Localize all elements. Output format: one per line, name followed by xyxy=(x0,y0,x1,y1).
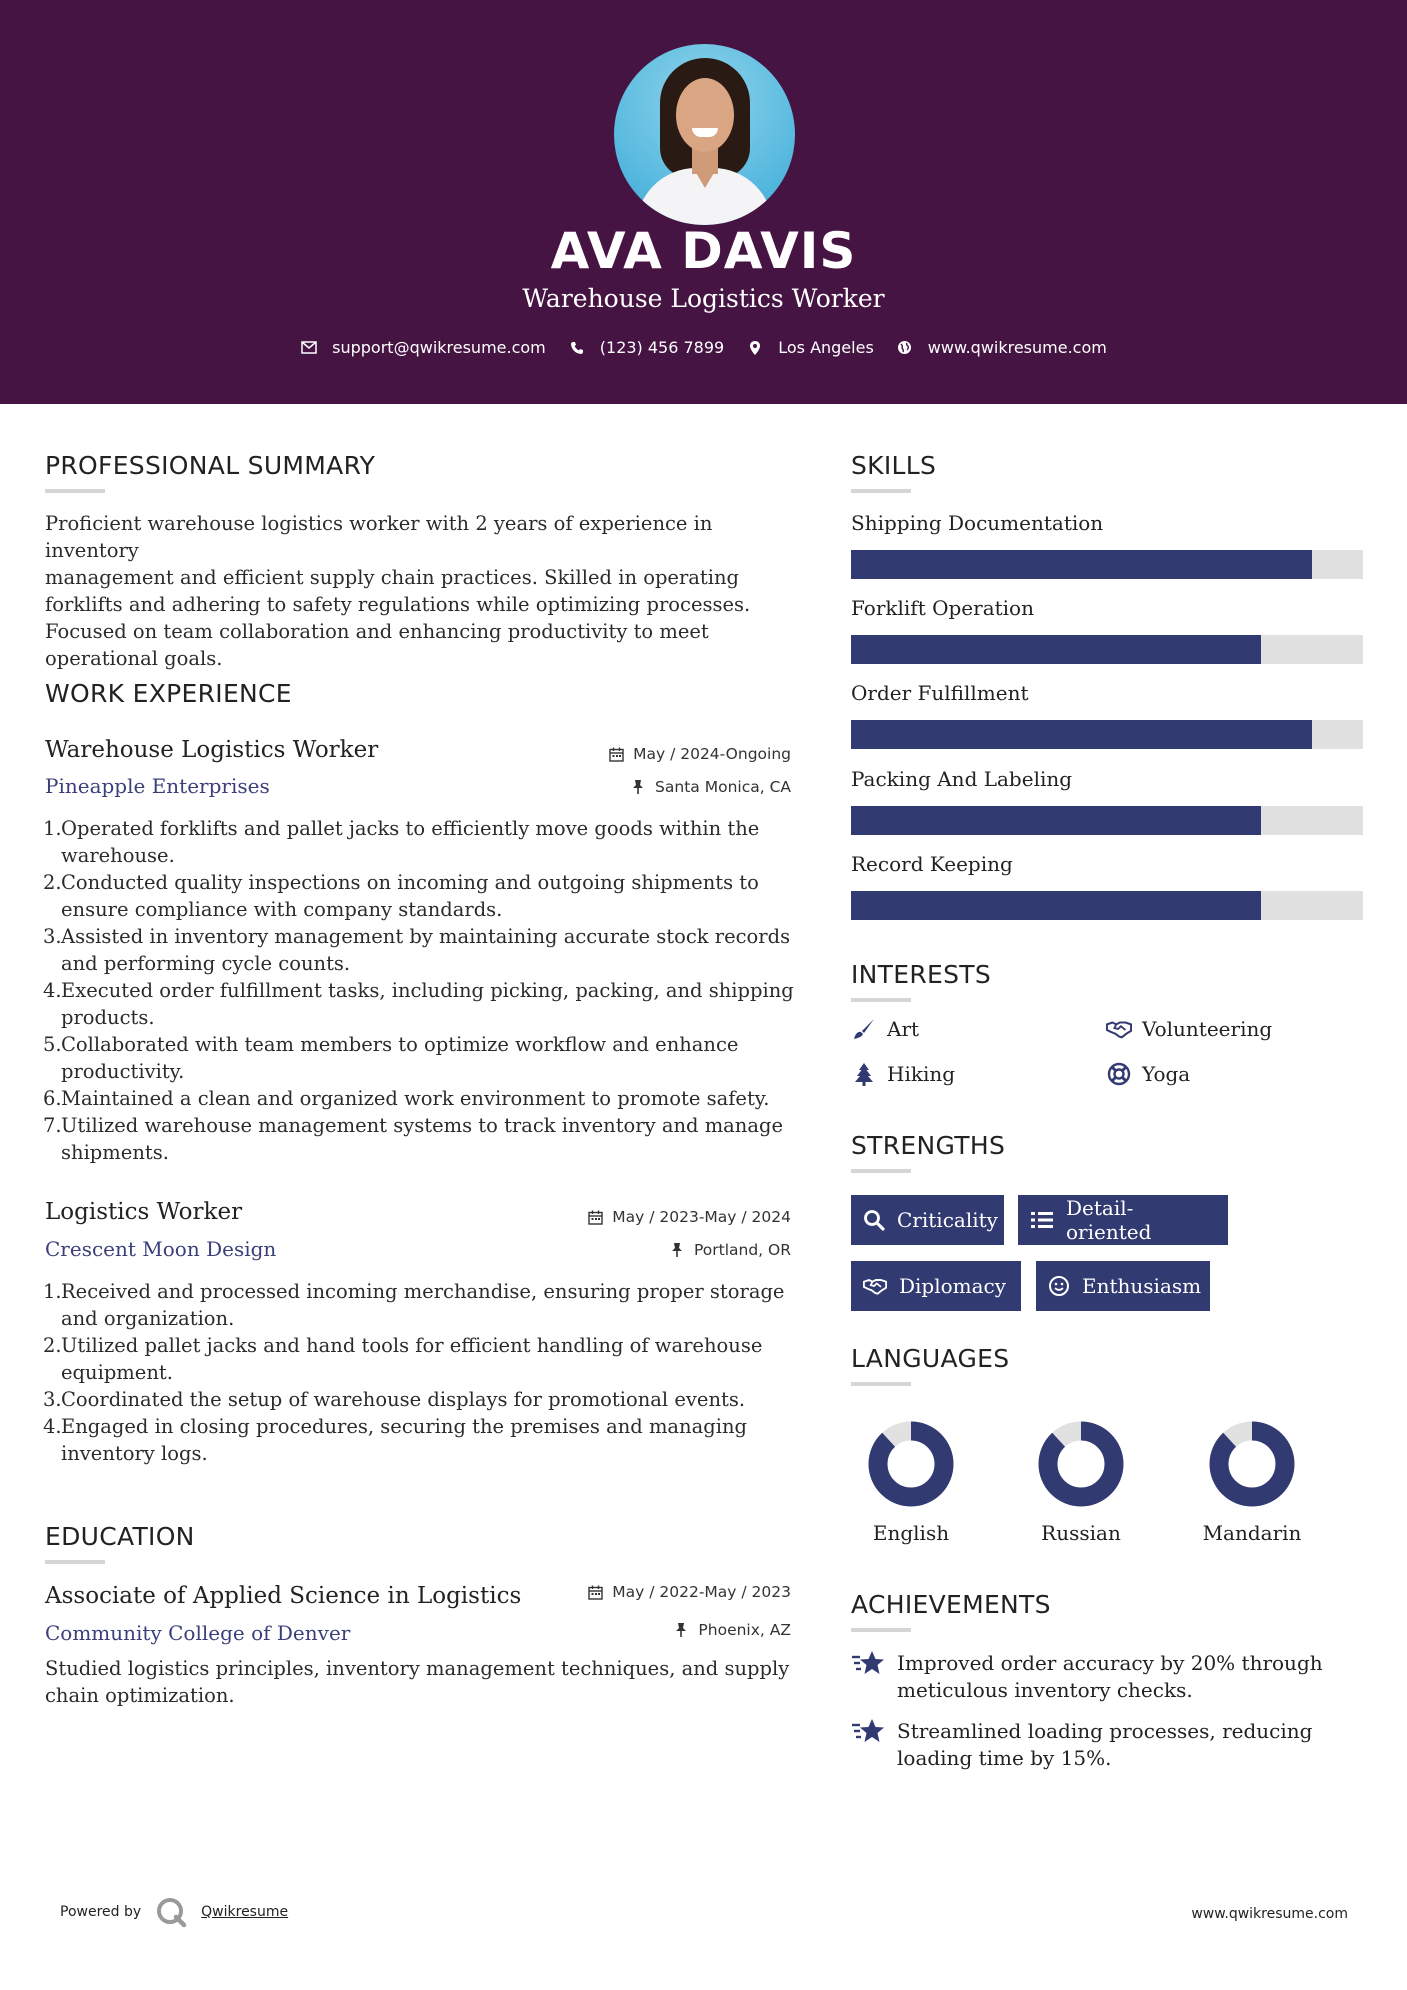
section-divider xyxy=(851,1628,911,1632)
summary-heading: PROFESSIONAL SUMMARY xyxy=(45,451,376,480)
language-donut xyxy=(1207,1419,1297,1509)
skill-bar-fill xyxy=(851,891,1261,920)
interest-item: Volunteering xyxy=(1106,1016,1272,1042)
skill-name: Shipping Documentation xyxy=(851,511,1104,535)
section-divider xyxy=(851,1169,911,1173)
achievements-heading: ACHIEVEMENTS xyxy=(851,1590,1051,1619)
skill-bar-fill xyxy=(851,635,1261,664)
contact-bar xyxy=(0,338,1407,357)
interest-item: Yoga xyxy=(1106,1061,1190,1087)
section-divider xyxy=(45,489,105,493)
calendar-icon xyxy=(587,1209,603,1225)
languages-heading: LANGUAGES xyxy=(851,1344,1010,1373)
lifering-icon xyxy=(1106,1061,1132,1087)
job-location: Santa Monica, CA xyxy=(500,778,791,796)
pushpin-icon xyxy=(630,779,646,795)
degree-title: Associate of Applied Science in Logistics xyxy=(45,1583,522,1609)
list-item: 4. Executed order fulfillment tasks, including picking, packing, and shipping products. xyxy=(43,979,794,1029)
brand-link[interactable]: Qwikresume xyxy=(201,1904,289,1920)
list-item: 5. Collaborated with team members to optimize workflow and enhance productivity. xyxy=(43,1033,739,1083)
strengths-heading: STRENGTHS xyxy=(851,1131,1006,1160)
resume-header xyxy=(0,0,1407,404)
school-name: Community College of Denver xyxy=(45,1621,351,1645)
company-name: Pineapple Enterprises xyxy=(45,774,270,798)
education-heading: EDUCATION xyxy=(45,1522,195,1551)
job-location: Portland, OR xyxy=(500,1241,791,1259)
contact-location: Los Angeles xyxy=(746,338,874,357)
company-name: Crescent Moon Design xyxy=(45,1237,277,1261)
skill-bar-fill xyxy=(851,720,1312,749)
strength-chip: Criticality xyxy=(851,1195,1004,1245)
calendar-icon xyxy=(608,746,624,762)
list-item: 2. Conducted quality inspections on incoming and outgoing shipments to ensure compliance with company standards. xyxy=(43,871,759,921)
language-item xyxy=(1026,1419,1136,1545)
tree-icon xyxy=(851,1061,877,1087)
job-responsibilities xyxy=(43,1278,803,1467)
list-item: 4. Engaged in closing procedures, securing the premises and managing inventory logs. xyxy=(43,1415,748,1465)
skill-name: Record Keeping xyxy=(851,852,1013,876)
interest-item: Hiking xyxy=(851,1061,955,1087)
job-date: May / 2023-May / 2024 xyxy=(500,1208,791,1226)
list-item: 7. Utilized warehouse management systems to track inventory and manage shipments. xyxy=(43,1114,784,1164)
language-donut xyxy=(866,1419,956,1509)
language-name: Russian xyxy=(1041,1521,1121,1545)
education-description: Studied logistics principles, inventory management techniques, and supply chain optimization. xyxy=(45,1657,790,1707)
list-item: 6. Maintained a clean and organized work environment to promote safety. xyxy=(43,1087,770,1110)
star-award-icon xyxy=(851,1716,885,1746)
skill-bar xyxy=(851,806,1363,835)
job-responsibilities xyxy=(43,815,803,1166)
skill-bar xyxy=(851,550,1363,579)
envelope-icon xyxy=(300,339,318,357)
skill-bar-fill xyxy=(851,550,1312,579)
phone-icon xyxy=(568,339,586,357)
footer-branding xyxy=(60,1896,288,1928)
language-name: English xyxy=(872,1521,950,1545)
skill-name: Packing And Labeling xyxy=(851,767,1073,791)
section-divider xyxy=(45,1560,105,1564)
skill-bar xyxy=(851,891,1363,920)
language-item xyxy=(856,1419,966,1545)
skill-name: Forklift Operation xyxy=(851,596,1034,620)
contact-email[interactable]: support@qwikresume.com xyxy=(300,338,546,357)
strength-chip: Enthusiasm xyxy=(1036,1261,1210,1311)
section-divider xyxy=(851,489,911,493)
search-icon xyxy=(863,1208,885,1232)
education-date: May / 2022-May / 2023 xyxy=(500,1583,791,1601)
job-title: Warehouse Logistics Worker xyxy=(45,737,379,763)
summary-text: Proficient warehouse logistics worker with 2 years of experience in inventory management and efficient supply chain practices. Skilled in operating forklifts and adhering to safety regulations while optimizing processes. Focused on team collaboration and enhancing productivity to meet operational goals. xyxy=(45,512,751,670)
paintbrush-icon xyxy=(851,1016,877,1042)
section-divider xyxy=(851,998,911,1002)
interest-item: Art xyxy=(851,1016,919,1042)
experience-heading: WORK EXPERIENCE xyxy=(45,679,292,708)
skill-name: Order Fulfillment xyxy=(851,681,1029,705)
candidate-name: AVA DAVIS xyxy=(550,222,857,280)
section-divider xyxy=(851,1382,911,1386)
candidate-role: Warehouse Logistics Worker xyxy=(522,284,885,313)
star-award-icon xyxy=(851,1648,885,1678)
smile-icon xyxy=(1048,1274,1070,1298)
list-item: 2. Utilized pallet jacks and hand tools for efficient handling of warehouse equipment. xyxy=(43,1334,763,1384)
achievement-item: Streamlined loading processes, reducing loading time by 15%. xyxy=(851,1718,1351,1772)
contact-website[interactable]: www.qwikresume.com xyxy=(896,338,1107,357)
skill-bar-fill xyxy=(851,806,1261,835)
qwikresume-logo-icon xyxy=(155,1896,187,1928)
powered-by-label: Powered by xyxy=(60,1904,142,1920)
education-location: Phoenix, AZ xyxy=(500,1621,791,1639)
contact-phone[interactable]: (123) 456 7899 xyxy=(568,338,724,357)
globe-icon xyxy=(896,339,914,357)
job-date: May / 2024-Ongoing xyxy=(500,745,791,763)
language-donut xyxy=(1036,1419,1126,1509)
skills-heading: SKILLS xyxy=(851,451,937,480)
language-name: Mandarin xyxy=(1202,1521,1302,1545)
skill-bar xyxy=(851,635,1363,664)
profile-photo xyxy=(614,44,795,225)
map-pin-icon xyxy=(746,339,764,357)
list-icon xyxy=(1030,1208,1054,1232)
list-item: 3. Coordinated the setup of warehouse displays for promotional events. xyxy=(43,1388,746,1411)
list-item: 3. Assisted in inventory management by maintaining accurate stock records and performing cycle counts. xyxy=(43,925,791,975)
language-item xyxy=(1197,1419,1307,1545)
list-item: 1. Operated forklifts and pallet jacks to efficiently move goods within the warehouse. xyxy=(43,817,760,867)
achievement-item: Improved order accuracy by 20% through meticulous inventory checks. xyxy=(851,1650,1351,1704)
job-title: Logistics Worker xyxy=(45,1199,243,1225)
skill-bar xyxy=(851,720,1363,749)
strength-chip: Detail-oriented xyxy=(1018,1195,1228,1245)
list-item: 1. Received and processed incoming merchandise, ensuring proper storage and organization. xyxy=(43,1280,785,1330)
handshake-icon xyxy=(863,1274,887,1298)
pushpin-icon xyxy=(669,1242,685,1258)
calendar-icon xyxy=(587,1584,603,1600)
interests-heading: INTERESTS xyxy=(851,960,992,989)
handshake-icon xyxy=(1106,1016,1132,1042)
strength-chip: Diplomacy xyxy=(851,1261,1021,1311)
footer-website-link[interactable]: www.qwikresume.com xyxy=(1191,1906,1348,1922)
pushpin-icon xyxy=(673,1622,689,1638)
